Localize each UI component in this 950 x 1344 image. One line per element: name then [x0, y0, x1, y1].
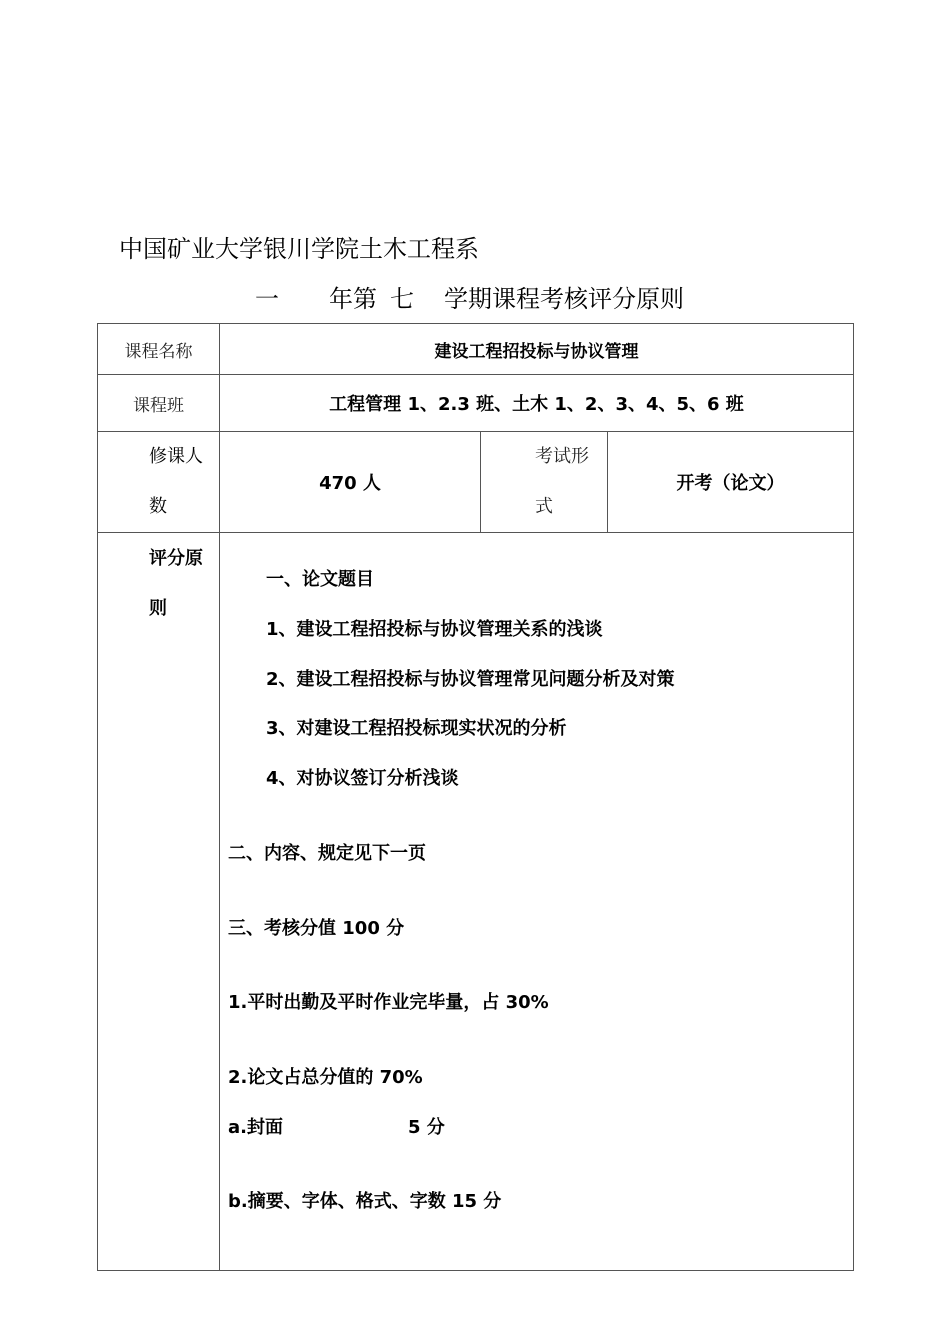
score-item-attendance: 1.平时出勤及平时作业完毕量，占 30% [228, 992, 549, 1013]
title-rest: 学期课程考核评分原则 [444, 285, 684, 313]
title-term-number: 七 [390, 285, 414, 313]
row-principles [98, 533, 854, 1271]
row-students [98, 432, 854, 533]
document-title-line1: 中国矿业大学银川学院土木工程系 [119, 235, 479, 263]
class-label: 课程班 [98, 375, 220, 432]
principles-label-1: 评分原 [149, 548, 203, 569]
students-label [98, 432, 220, 533]
score-sub-cover-value: 5 分 [408, 1117, 445, 1138]
score-sub-abstract: b.摘要、字体、格式、字数 15 分 [228, 1191, 502, 1212]
students-label-2: 数 [149, 496, 167, 517]
section-requirements: 二、内容、规定见下一页 [228, 843, 426, 864]
row-class [98, 375, 854, 432]
class-value: 工程管理 1、2.3 班、土木 1、2、3、4、5、6 班 [220, 375, 854, 432]
topic-2: 2、建设工程招投标与协议管理常见问题分析及对策 [266, 669, 675, 690]
row-course-name [98, 324, 854, 375]
title-year: 年第 [329, 285, 377, 313]
section-topics-heading: 一、论文题目 [266, 569, 374, 590]
exam-label-1: 考试形 [535, 446, 589, 467]
topic-4: 4、对协议签订分析浅谈 [266, 768, 459, 789]
course-name-label: 课程名称 [98, 324, 220, 375]
assessment-table [97, 323, 854, 1271]
topic-3: 3、对建设工程招投标现实状况的分析 [266, 718, 567, 739]
score-sub-cover-label: a.封面 [228, 1117, 283, 1138]
students-value: 470 人 [220, 432, 481, 533]
principles-content [220, 533, 854, 1271]
course-name-value: 建设工程招投标与协议管理 [220, 324, 854, 375]
principles-label [98, 533, 220, 1271]
section-score: 三、考核分值 100 分 [228, 918, 405, 939]
principles-label-2: 则 [149, 598, 167, 619]
exam-form-value: 开考（论文） [608, 432, 854, 533]
score-item-paper: 2.论文占总分值的 70% [228, 1067, 423, 1088]
title-dash: 一 [255, 285, 279, 313]
exam-label-2: 式 [535, 496, 553, 517]
students-label-1: 修课人 [149, 446, 203, 467]
topic-1: 1、建设工程招投标与协议管理关系的浅谈 [266, 619, 603, 640]
exam-form-label [481, 432, 608, 533]
